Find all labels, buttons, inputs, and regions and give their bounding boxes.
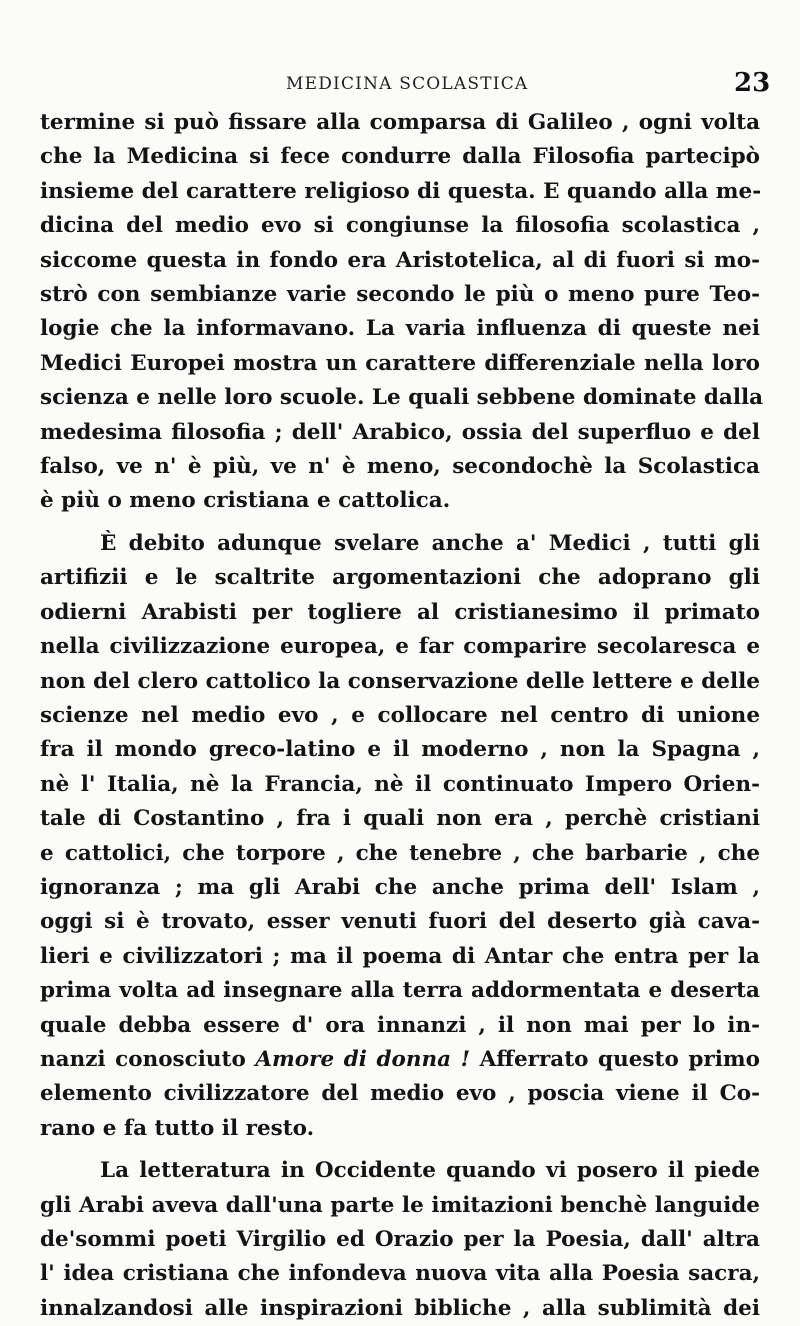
text-line — [40, 1043, 760, 1077]
text-line: artifizii e le scaltrite argomentazioni che adoprano gli — [40, 565, 760, 591]
text-line: innalzandosi alle inspirazioni bibliche , alla sublimità dei — [40, 1295, 760, 1321]
paragraph — [40, 1154, 760, 1326]
text-line: fra il mondo greco-latino e il moderno , non la Spagna , — [40, 737, 760, 763]
text-line: oggi si è trovato, esser venuti fuori del deserto già cava- — [40, 909, 760, 935]
text-line: strò con sembianze varie secondo le più o meno pure Teo- — [40, 282, 760, 308]
body-text — [40, 106, 764, 1326]
text-line: che la Medicina si fece condurre dalla Filosofia partecipò — [40, 144, 760, 170]
text-run: Afferrato questo primo — [470, 1046, 760, 1072]
text-line: nella civilizzazione europea, e far comparire secolaresca e — [40, 634, 760, 660]
paragraph — [40, 106, 764, 519]
text-line: insieme del carattere religioso di questa. E quando alla me- — [40, 178, 762, 204]
text-line: l' idea cristiana che infondeva nuova vita alla Poesia sacra, — [40, 1261, 760, 1287]
text-line: Medici Europei mostra un carattere differenziale nella loro — [40, 350, 760, 376]
text-line: gli Arabi aveva dall'una parte le imitazioni benchè languide — [40, 1192, 760, 1218]
page-header — [0, 68, 800, 102]
text-line: quale debba essere d' ora innanzi , il non mai per lo in- — [40, 1012, 760, 1038]
text-line: scienze nel medio evo , e collocare nel centro di unione — [40, 702, 760, 728]
page-number: 23 — [734, 68, 771, 98]
text-line: lieri e civilizzatori ; ma il poema di Antar che entra per la — [40, 943, 760, 969]
paragraph-gap — [40, 1146, 760, 1154]
text-line: medesima filosofia ; dell' Arabico, ossia del superfluo e del — [40, 419, 760, 445]
text-line: è più o meno cristiana e cattolica. — [40, 488, 451, 514]
text-line: tale di Costantino , fra i quali non era , perchè cristiani — [40, 806, 760, 832]
italic-phrase: Amore di donna ! — [255, 1046, 471, 1072]
text-run: nanzi conosciuto — [40, 1046, 256, 1072]
text-line: rano e fa tutto il resto. — [40, 1115, 315, 1141]
text-line: La letteratura in Occidente quando vi posero il piede — [100, 1158, 760, 1184]
text-line: siccome questa in fondo era Aristotelica, al di fuori si mo- — [40, 247, 760, 273]
text-line: scienza e nelle loro scuole. Le quali sebbene dominate dalla — [40, 385, 764, 411]
text-line: termine si può fissare alla comparsa di Galileo , ogni volta — [40, 110, 760, 135]
text-line: È debito adunque svelare anche a' Medici , tutti gli — [100, 530, 760, 556]
text-line: dicina del medio evo si congiunse la filosofia scolastica , — [40, 213, 760, 239]
running-head: MEDICINA SCOLASTICA — [286, 74, 529, 94]
text-line: e cattolici, che torpore , che tenebre , che barbarie , che — [40, 840, 760, 866]
text-line: ignoranza ; ma gli Arabi che anche prima dell' Islam , — [40, 874, 760, 900]
text-line: prima volta ad insegnare alla terra addormentata e deserta — [40, 978, 760, 1004]
text-line: de'sommi poeti Virgilio ed Orazio per la Poesia, dall' altra — [40, 1227, 760, 1252]
text-line: falso, ve n' è più, ve n' è meno, secondochè la Scolastica — [40, 454, 760, 480]
text-line: non del clero cattolico la conservazione delle lettere e delle — [40, 668, 760, 694]
text-line: nè l' Italia, nè la Francia, nè il continuato Impero Orien- — [40, 771, 760, 797]
paragraph-gap — [40, 519, 760, 527]
text-line: odierni Arabisti per togliere al cristianesimo il primato — [40, 599, 760, 625]
paragraph — [40, 527, 760, 1146]
text-line: elemento civilizzatore del medio evo , poscia viene il Co- — [40, 1081, 760, 1107]
text-line: logie che la informavano. La varia influenza di queste nei — [40, 316, 760, 342]
